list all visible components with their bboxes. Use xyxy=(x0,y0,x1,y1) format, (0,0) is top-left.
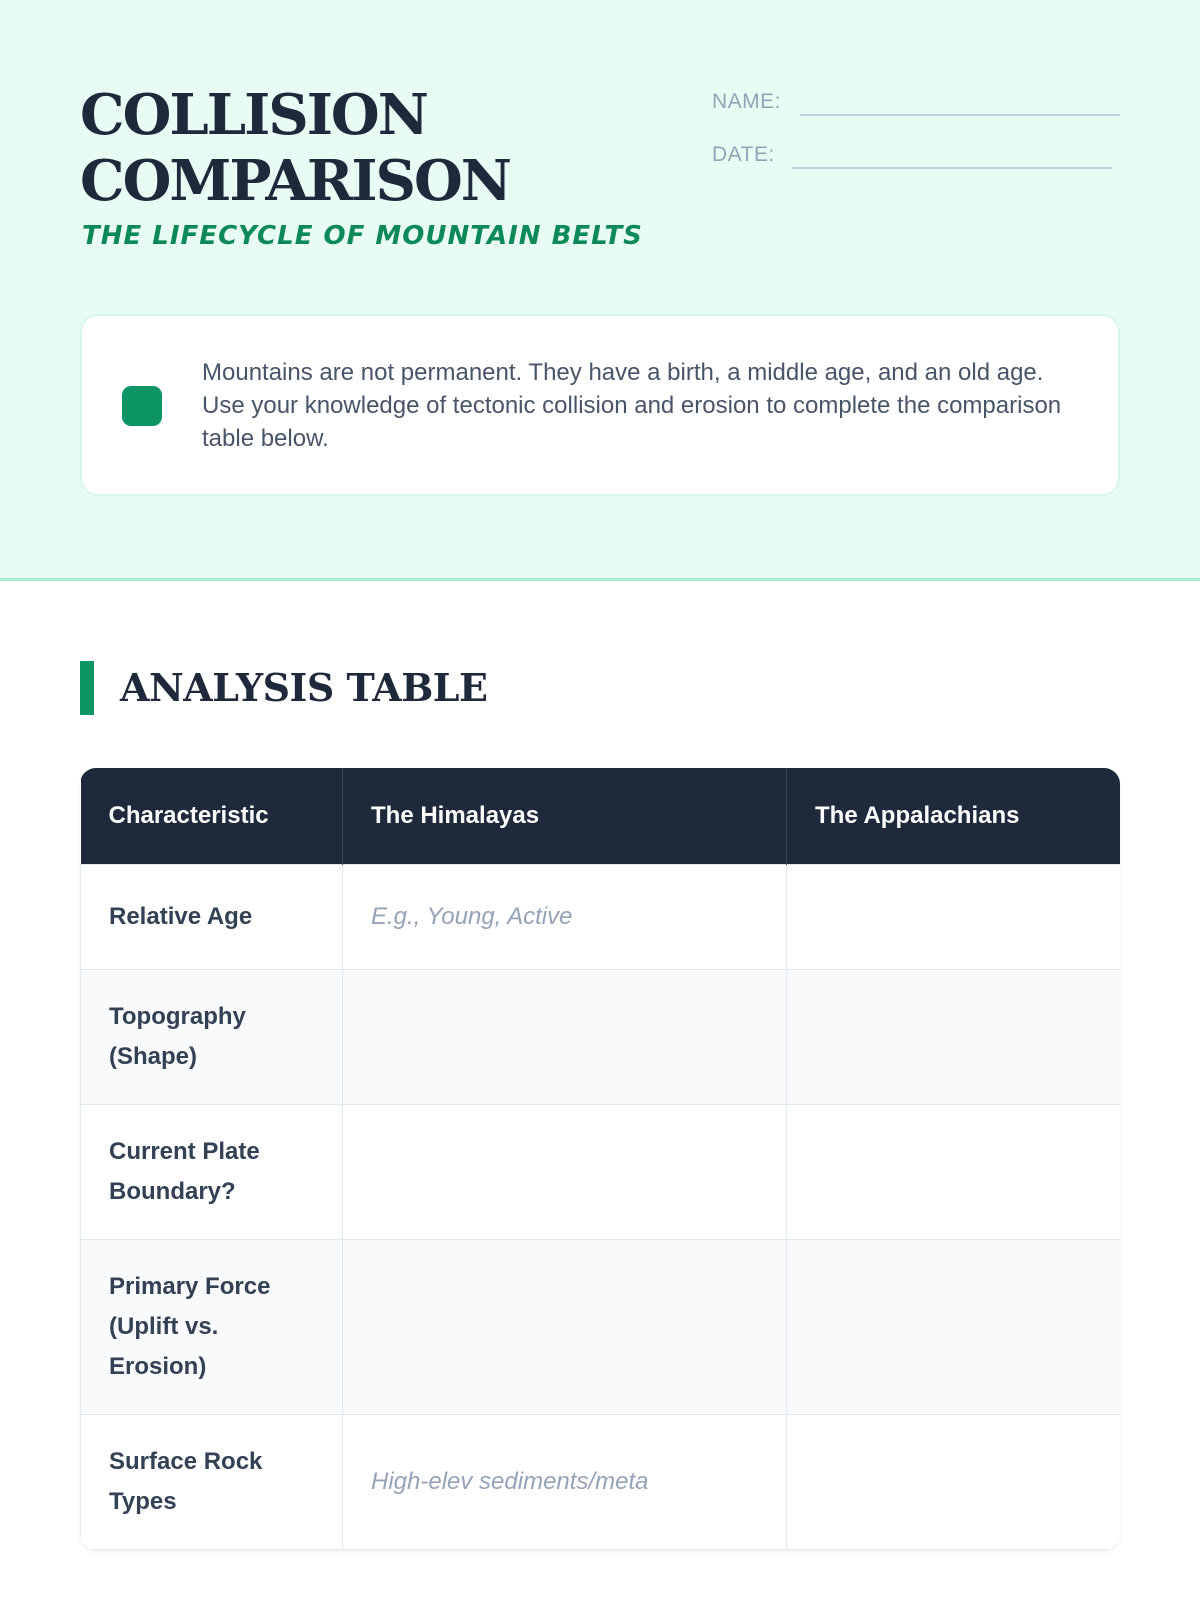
section-accent-bar xyxy=(80,661,94,715)
row-characteristic: Relative Age xyxy=(81,864,343,969)
himalayas-cell[interactable] xyxy=(343,969,787,1104)
row-characteristic: Primary Force (Uplift vs. Erosion) xyxy=(81,1239,343,1414)
section-title: ANALYSIS TABLE xyxy=(120,665,488,710)
row-characteristic: Current Plate Boundary? xyxy=(81,1104,343,1239)
table-row xyxy=(81,1104,1121,1239)
row-characteristic: Topography (Shape) xyxy=(81,969,343,1104)
appalachians-cell[interactable] xyxy=(787,969,1121,1104)
name-field[interactable] xyxy=(712,86,1120,116)
himalayas-cell[interactable] xyxy=(343,1104,787,1239)
table-header-row xyxy=(81,768,1121,864)
appalachians-cell[interactable] xyxy=(787,1414,1121,1549)
table-row xyxy=(81,1239,1121,1414)
appalachians-cell[interactable] xyxy=(787,1239,1121,1414)
intro-text: Mountains are not permanent. They have a birth, a middle age, and an old age. Use your knowledge of tectonic collision and erosion to complete the comparison table below. xyxy=(202,359,1062,452)
table-row xyxy=(81,969,1121,1104)
date-line[interactable] xyxy=(792,167,1112,169)
worksheet-subtitle: THE LIFECYCLE OF MOUNTAIN BELTS xyxy=(82,221,643,251)
column-header-appalachians: The Appalachians xyxy=(787,768,1121,864)
appalachians-cell[interactable] xyxy=(787,864,1121,969)
date-label: DATE: xyxy=(712,143,775,166)
himalayas-cell[interactable] xyxy=(343,1239,787,1414)
himalayas-cell[interactable]: High-elev sediments/meta xyxy=(343,1414,787,1549)
intro-card xyxy=(80,314,1120,496)
analysis-table xyxy=(80,768,1120,1550)
himalayas-cell[interactable]: E.g., Young, Active xyxy=(343,864,787,969)
name-line[interactable] xyxy=(800,114,1120,116)
table-row xyxy=(81,864,1121,969)
name-label: NAME: xyxy=(712,90,782,113)
row-characteristic: Surface Rock Types xyxy=(81,1414,343,1549)
table-row xyxy=(81,1414,1121,1549)
title-line-1: COLLISION xyxy=(80,82,427,148)
info-square-icon xyxy=(122,386,162,426)
header-section xyxy=(0,0,1200,581)
worksheet-title xyxy=(80,82,640,214)
appalachians-cell[interactable] xyxy=(787,1104,1121,1239)
date-field[interactable] xyxy=(712,139,1112,169)
column-header-himalayas: The Himalayas xyxy=(343,768,787,864)
column-header-characteristic: Characteristic xyxy=(81,768,343,864)
title-line-2: COMPARISON xyxy=(80,148,510,214)
